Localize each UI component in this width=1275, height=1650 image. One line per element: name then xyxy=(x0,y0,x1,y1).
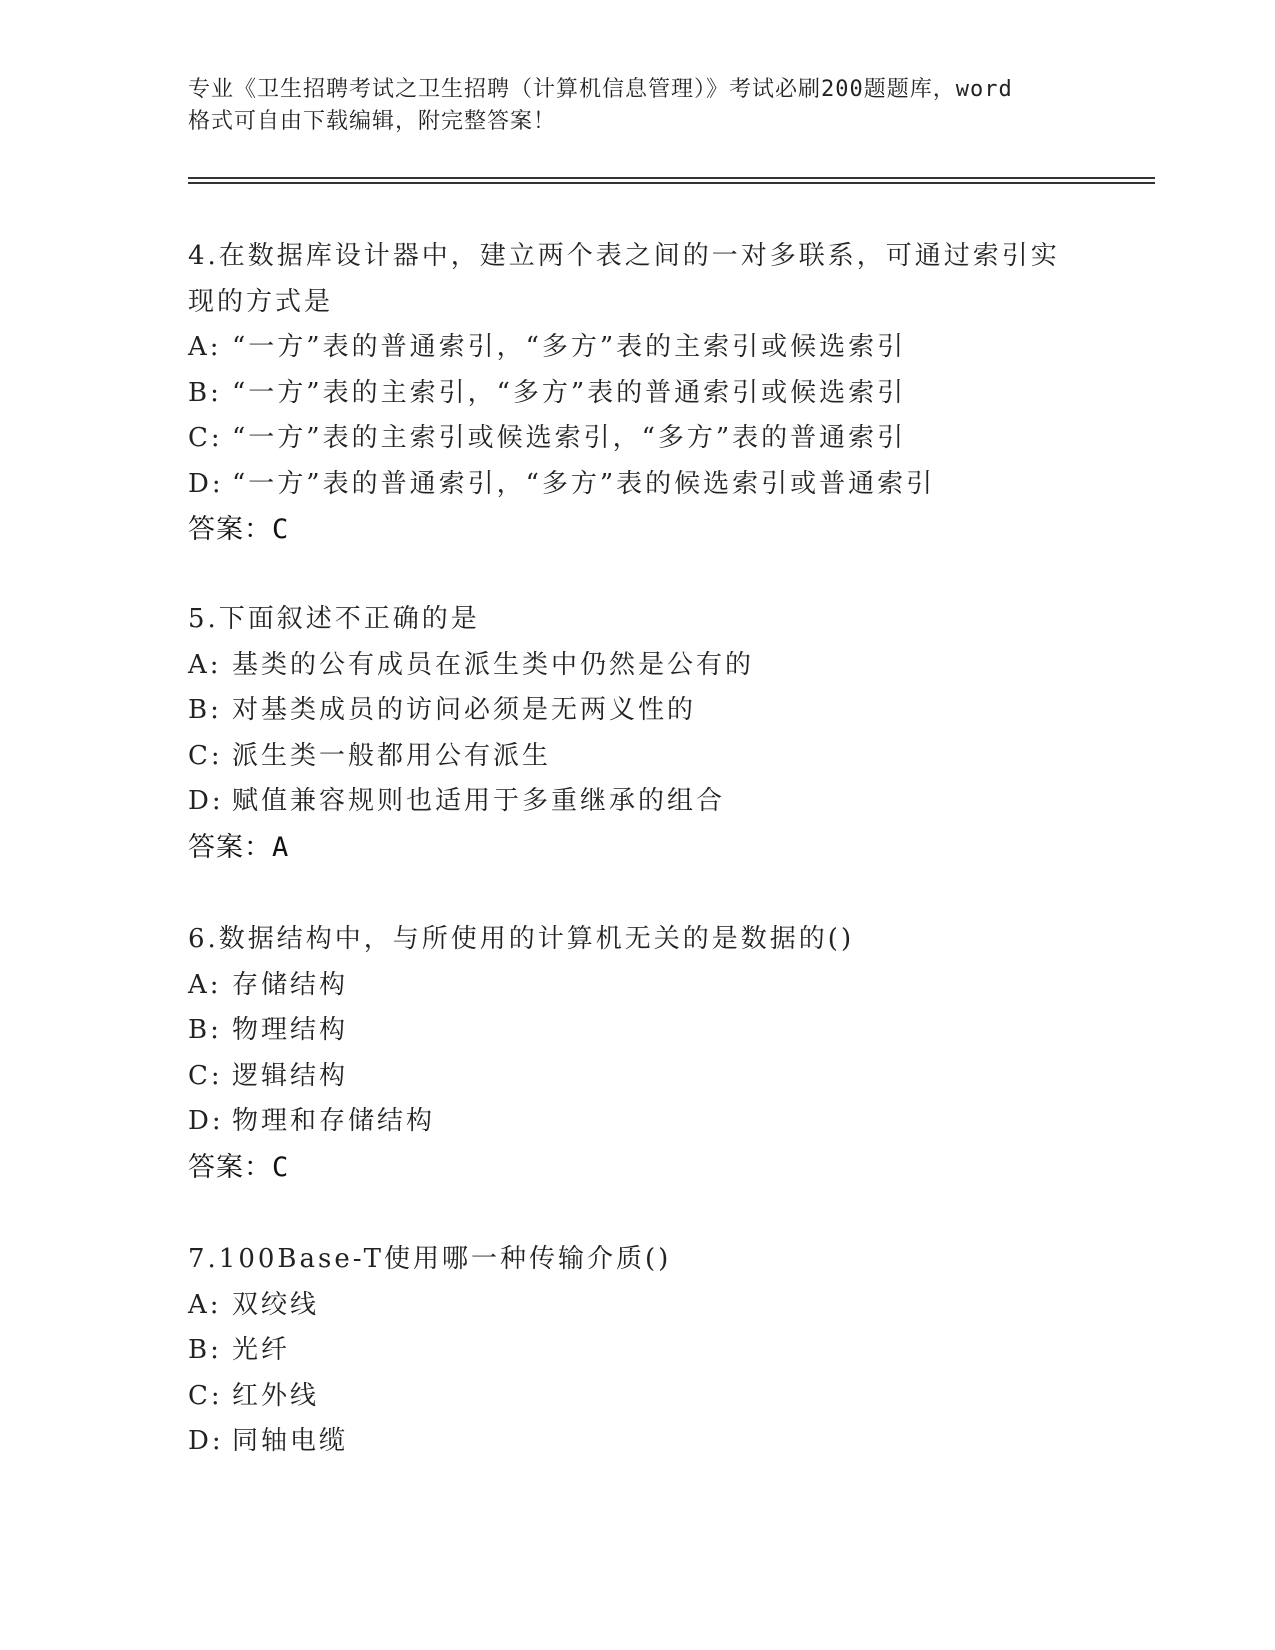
option-letter: C: xyxy=(188,1060,223,1091)
option-text: 红外线 xyxy=(232,1380,320,1411)
option-b xyxy=(188,1328,1088,1374)
option-d xyxy=(188,1419,1088,1465)
question-stem-continued: 现的方式是 xyxy=(188,286,334,317)
option-text: 逻辑结构 xyxy=(232,1060,349,1091)
option-text: “一方”表的普通索引，“多方”表的候选索引或普通索引 xyxy=(232,468,936,499)
question-stem: 7.100Base-T使用哪一种传输介质() xyxy=(188,1244,672,1274)
option-letter: B: xyxy=(188,377,222,408)
option-c xyxy=(188,734,1088,780)
option-text: 存储结构 xyxy=(232,969,349,1000)
answer-line: 答案：C xyxy=(188,514,290,545)
option-letter: B: xyxy=(188,695,222,725)
option-text: 同轴电缆 xyxy=(232,1426,349,1456)
option-c xyxy=(188,1054,1088,1100)
option-a xyxy=(188,643,1088,689)
option-letter: D: xyxy=(188,1426,224,1456)
option-a xyxy=(188,1283,1088,1329)
option-letter: A: xyxy=(188,649,222,680)
option-letter: D: xyxy=(188,786,224,816)
question-stem: 4.在数据库设计器中，建立两个表之间的一对多联系，可通过索引实 xyxy=(188,241,1060,271)
option-letter: B: xyxy=(188,1335,222,1365)
question-7 xyxy=(188,1237,1088,1465)
question-stem: 5.下面叙述不正确的是 xyxy=(188,604,480,634)
option-text: 双绞线 xyxy=(232,1289,320,1320)
option-letter: D: xyxy=(188,468,224,499)
option-letter: C: xyxy=(188,423,223,453)
header-divider-top xyxy=(188,177,1155,179)
option-text: 派生类一般都用公有派生 xyxy=(232,740,552,771)
option-b xyxy=(188,688,1088,734)
option-letter: D: xyxy=(188,1106,224,1136)
header-divider-bottom xyxy=(188,182,1155,184)
answer-line: 答案：A xyxy=(188,831,290,863)
question-6 xyxy=(188,917,1088,1190)
question-5 xyxy=(188,597,1088,870)
option-text: 物理结构 xyxy=(232,1015,349,1045)
option-a xyxy=(188,963,1088,1009)
header-title-line-1: 专业《卫生招聘考试之卫生招聘（计算机信息管理）》考试必刷200题题库，word xyxy=(188,77,1013,102)
option-text: 光纤 xyxy=(232,1335,291,1365)
option-text: 物理和存储结构 xyxy=(232,1106,436,1136)
document-header xyxy=(188,74,1108,138)
option-d xyxy=(188,462,1088,508)
option-d xyxy=(188,779,1088,825)
option-b xyxy=(188,1008,1088,1054)
option-text: “一方”表的主索引或候选索引，“多方”表的普通索引 xyxy=(232,423,907,453)
question-4 xyxy=(188,234,1088,553)
option-letter: C: xyxy=(188,1380,223,1411)
option-b xyxy=(188,371,1088,417)
option-c xyxy=(188,416,1088,462)
option-a xyxy=(188,325,1088,371)
option-text: 对基类成员的访问必须是无两义性的 xyxy=(232,695,697,725)
option-text: 基类的公有成员在派生类中仍然是公有的 xyxy=(232,649,755,680)
option-text: “一方”表的主索引，“多方”表的普通索引或候选索引 xyxy=(232,377,907,408)
option-c xyxy=(188,1374,1088,1420)
option-letter: A: xyxy=(188,969,222,1000)
option-letter: A: xyxy=(188,332,222,362)
option-d xyxy=(188,1099,1088,1145)
question-stem: 6.数据结构中，与所使用的计算机无关的是数据的() xyxy=(188,924,855,954)
option-text: “一方”表的普通索引，“多方”表的主索引或候选索引 xyxy=(232,332,907,362)
option-letter: B: xyxy=(188,1015,222,1045)
option-letter: C: xyxy=(188,740,223,771)
header-title-line-2: 格式可自由下载编辑，附完整答案！ xyxy=(188,109,557,134)
option-text: 赋值兼容规则也适用于多重继承的组合 xyxy=(232,786,726,816)
answer-line: 答案：C xyxy=(188,1151,290,1183)
option-letter: A: xyxy=(188,1289,222,1320)
